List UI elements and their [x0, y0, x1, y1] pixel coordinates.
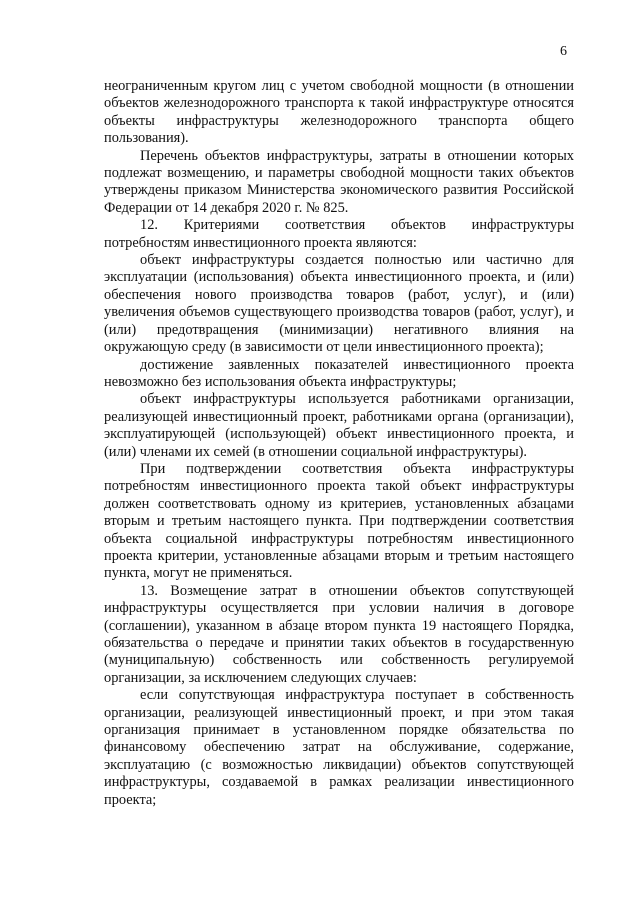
paragraph-item-12: 12. Критериями соответствия объектов инфраструктуры потребностям инвестиционного проекта являются:	[104, 217, 574, 251]
paragraph-continuation: неограниченным кругом лиц с учетом свободной мощности (в отношении объектов железнодорожного транспорта к такой инфраструктуре относятся объекты инфраструктуры железнодорожного транспорта общего пользования).	[104, 78, 574, 147]
paragraph-confirmation: При подтверждении соответствия объекта инфраструктуры потребностям инвестиционного проекта такой объект инфраструктуры должен соответствовать одному из критериев, установленных абзацами вторым и третьим настоящего пункта. При подтверждении соответствия объекта социальной инфраструктуры потребностям инвестиционного проекта критерии, установленные абзацами вторым и третьим настоящего пункта, могут не применяться.	[104, 460, 574, 582]
document-body	[104, 78, 574, 809]
paragraph-item-13: 13. Возмещение затрат в отношении объектов сопутствующей инфраструктуры осуществляется при условии наличия в договоре (соглашении), указанном в абзаце втором пункта 19 настоящего Порядка, обязательства о передаче и принятии таких объектов в государственную (муниципальную) собственность или собственность регулируемой организации, за исключением следующих случаев:	[104, 582, 574, 686]
paragraph-infrastructure-list: Перечень объектов инфраструктуры, затраты в отношении которых подлежат возмещению, и параметры свободной мощности таких объектов утверждены приказом Министерства экономического развития Российской Федерации от 14 декабря 2020 г. № 825.	[104, 147, 574, 216]
paragraph-criterion-1: объект инфраструктуры создается полностью или частично для эксплуатации (использования) объекта инвестиционного проекта, и (или) обеспечения нового производства товаров (работ, услуг), и (или) увеличения объемов существующего производства товаров (работ, услуг), и (или) предотвращения (минимизации) негативного влияния на окружающую среду (в зависимости от цели инвестиционного проекта);	[104, 252, 574, 356]
paragraph-criterion-3: объект инфраструктуры используется работниками организации, реализующей инвестиционный проект, работниками органа (организации), эксплуатирующей (использующей) объект инвестиционного проекта, и (или) членами их семей (в отношении социальной инфраструктуры).	[104, 391, 574, 460]
paragraph-criterion-2: достижение заявленных показателей инвестиционного проекта невозможно без использования объекта инфраструктуры;	[104, 356, 574, 390]
page-number: 6	[560, 44, 567, 59]
paragraph-exception-1: если сопутствующая инфраструктура поступает в собственность организации, реализующей инвестиционный проект, и при этом такая организация принимает в установленном порядке обязательства по финансовому обеспечению затрат на обслуживание, содержание, эксплуатацию (с возможностью ликвидации) объектов сопутствующей инфраструктуры, создаваемой в рамках реализации инвестиционного проекта;	[104, 687, 574, 808]
